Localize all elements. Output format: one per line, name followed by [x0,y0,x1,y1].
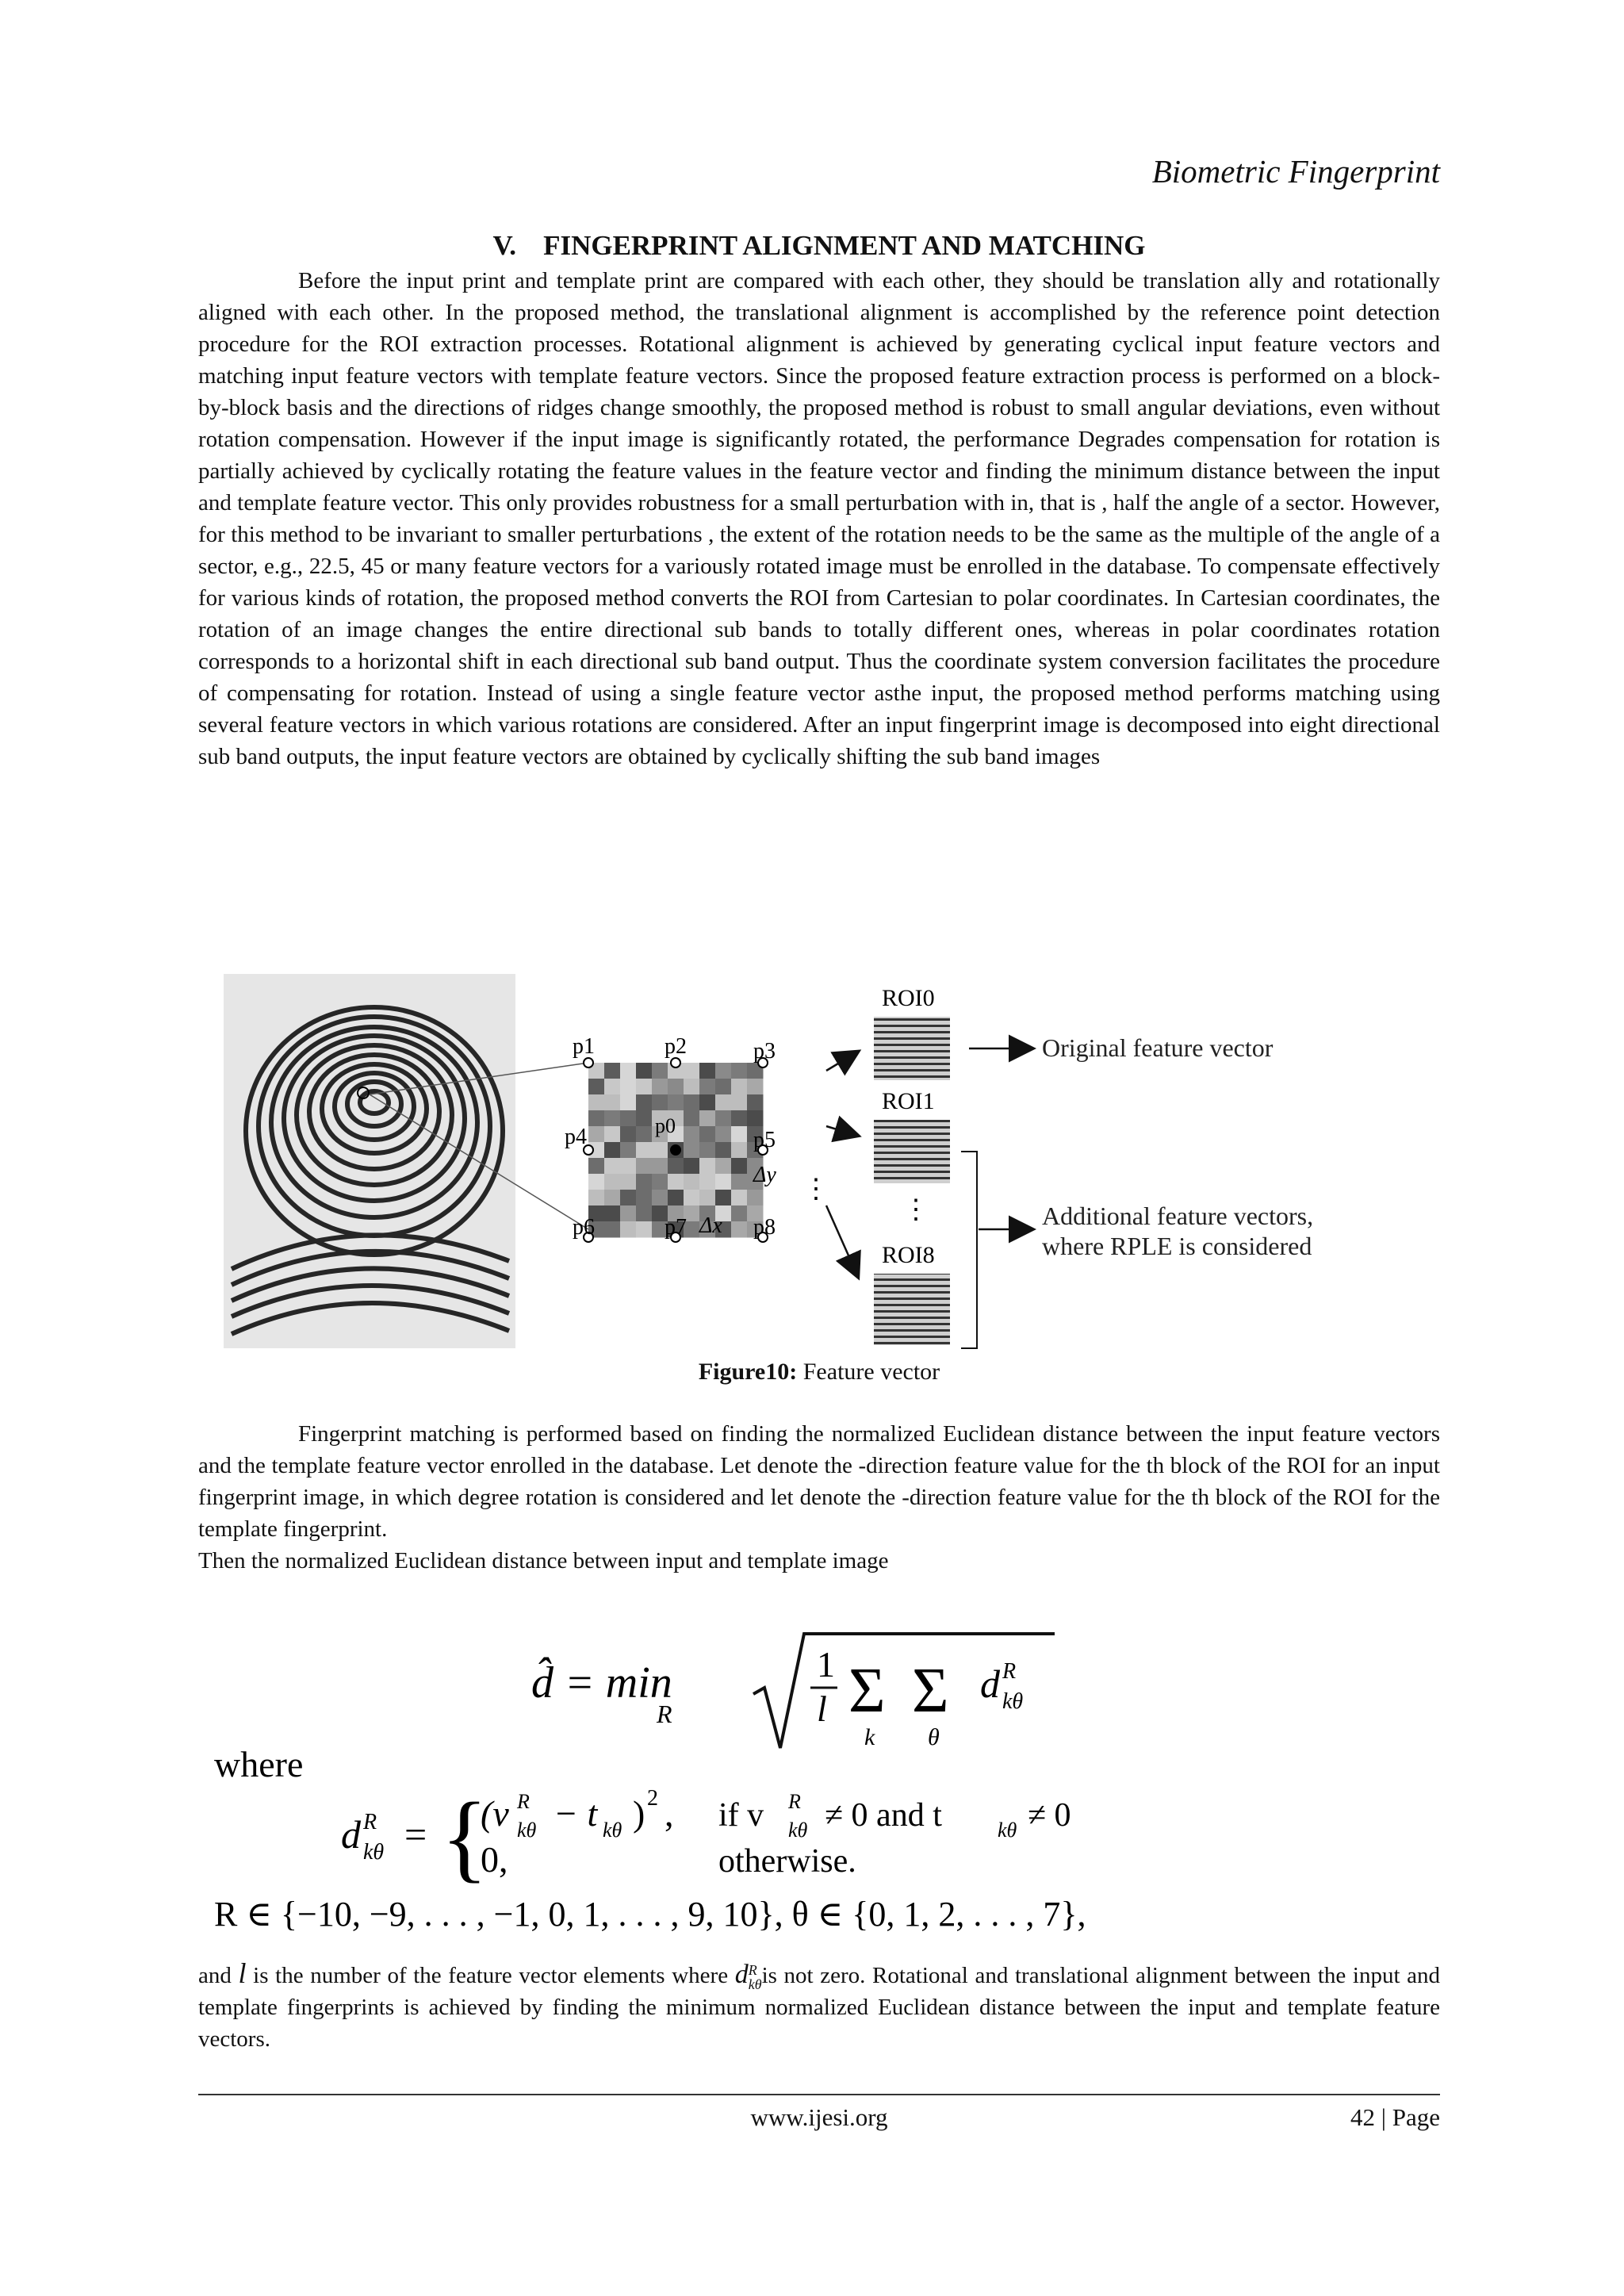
grid-cell [684,1110,700,1127]
eq-sets: R ∈ {−10, −9, . . . , −1, 0, 1, . . . , 9, 10}, θ ∈ {0, 1, 2, . . . , 7}, [214,1895,1086,1934]
grid-cell [636,1110,653,1127]
final-d-sub: kθ [748,1976,762,1993]
roi-label-1: ROI1 [882,1088,935,1114]
eq-case1-v-sup: R [517,1790,530,1813]
grid-cell [684,1094,700,1111]
grid-cell [588,1190,605,1206]
grid-cell [668,1190,684,1206]
grid-cell [604,1205,621,1222]
grid-cell [620,1142,637,1159]
point-label-p2: p2 [665,1034,687,1059]
grid-cell [620,1079,637,1095]
eq-case1-comma: , [665,1793,674,1834]
grid-cell [715,1110,732,1127]
grid-cell [699,1174,716,1190]
section-heading: FINGERPRINT ALIGNMENT AND MATCHING [543,230,1146,261]
equation-block [198,1618,1440,1935]
eq-case1-cond-sub: kθ [788,1819,808,1842]
grid-cell [684,1142,700,1159]
grid-cell [604,1221,621,1238]
grid-cell [731,1205,748,1222]
dots-roi: ⋮ [902,1195,929,1225]
section-title [198,230,1440,262]
grid-cell [588,1094,605,1111]
grid-cell [731,1158,748,1175]
grid-cell [652,1190,668,1206]
grid-cell [699,1158,716,1175]
grid-cell [684,1158,700,1175]
original-feature-label: Original feature vector [1042,1033,1274,1062]
grid-cell [668,1079,684,1095]
grid-cell [652,1142,668,1159]
paragraph-alignment-text: Before the input print and template print are compared with each other, they should be translation ally and rotationally aligned with each other. In the proposed method, the translational alignment is accomplished by the reference point detection procedure for the ROI extraction processes. Rotational alignment is achieved by generating cyclical input feature vectors and matching input feature vectors with template feature vectors. Since the proposed feature extraction process is performed on a block-by-block basis and the directions of ridges change smoothly, the proposed method is robust to small angular deviations, even without rotation compensation. However if the input image is significantly rotated, the performance Degrades compensation for rotation is partially achieved by cyclically rotating the feature values in the feature vector and finding the minimum distance between the input and template feature vector. This only provides robustness for a small perturbation with in, that is , half the angle of a sector. However, for this method to be invariant to smaller perturbations , the extent of the rotation needs to be the same as the multiple of the angle of a sector, e.g., 22.5, 45 or many feature vectors for a variously rotated image must be enrolled in the database. To compensate effectively for various kinds of rotation, the proposed method converts the ROI from Cartesian to polar coordinates. In Cartesian coordinates, the rotation of an image changes the entire directional sub bands to totally different ones, whereas in polar coordinates rotation corresponds to a horizontal shift in each directional sub band output. Thus the coordinate system conversion facilitates the procedure of compensating for rotation. Instead of using a single feature vector asthe input, the proposed method performs matching using several feature vectors in which various rotations are considered. After an input fingerprint image is decomposed into eight directional sub band outputs, the input feature vectors are obtained by cyclically shifting the sub band images [198,268,1440,769]
grid-cell [620,1158,637,1175]
grid-cell [588,1158,605,1175]
grid-cell [731,1110,748,1127]
grid-cell [604,1079,621,1095]
eq-case1-open: (v [481,1793,509,1834]
grid-cell [731,1190,748,1206]
dots-left: ⋮ [802,1175,829,1204]
eq-d-superscript: R [1002,1659,1017,1684]
grid-cell [652,1158,668,1175]
grid-cell [604,1110,621,1127]
grid-cell [620,1126,637,1143]
grid-cell [620,1063,637,1079]
additional-feature-label-1: Additional feature vectors, [1042,1202,1314,1230]
grid-cell [731,1126,748,1143]
grid-cell [731,1221,748,1238]
grid-point [671,1058,680,1068]
grid-cell [715,1079,732,1095]
point-label-p0: p0 [655,1114,676,1137]
point-label-p7: p7 [665,1215,687,1240]
grid-cell [652,1174,668,1190]
grid-cell [604,1094,621,1111]
grid-cell [668,1094,684,1111]
grid-cell [699,1190,716,1206]
section-number: V. [492,230,517,261]
grid-cell [636,1190,653,1206]
fingerprint-image [224,974,515,1348]
grid-cell [747,1079,764,1095]
eq-case1-t-sub: kθ [603,1819,622,1842]
grid-cell [620,1174,637,1190]
point-label-p5: p5 [753,1128,776,1152]
eq-case1-power: 2 [647,1786,658,1811]
grid-cell [731,1094,748,1111]
grid-cell [636,1174,653,1190]
eq-case1-cond-end: ≠ 0 [1028,1797,1071,1834]
eq-frac-numerator: 1 [817,1644,835,1685]
eq-cases-d-sup: R [363,1810,377,1834]
eq-case2-expr: 0, [481,1839,508,1880]
grid-point [584,1058,593,1068]
grid-cell [636,1142,653,1159]
point-label-p8: p8 [753,1215,776,1240]
grid-cell [604,1126,621,1143]
roi-label-0: ROI0 [882,985,935,1011]
grid-cell [604,1190,621,1206]
grid-cell [588,1079,605,1095]
final-d-symbol [734,1960,762,1993]
grid-cell [636,1079,653,1095]
point-label-p6: p6 [573,1215,595,1240]
eq-d-subscript: kθ [1002,1689,1024,1714]
grid-cell [747,1190,764,1206]
footer-url: www.ijesi.org [750,2103,888,2131]
equation-main [531,1634,1055,1750]
grid-cell [604,1142,621,1159]
eq-case2-cond: otherwise. [718,1843,856,1880]
eq-cases-equals: = [404,1812,427,1857]
point-label-p3: p3 [753,1039,776,1064]
grid-cell [731,1063,748,1079]
running-header: Biometric Fingerprint [1151,153,1440,190]
grid-cell [636,1205,653,1222]
eq-where: where [214,1744,304,1784]
grid-cell [699,1110,716,1127]
eq-case1-if: if v [718,1797,764,1834]
eq-sum2-subscript: θ [928,1724,940,1750]
paragraph-distance-intro: Then the normalized Euclidean distance between input and template image [198,1548,889,1573]
roi-image-8 [874,1274,950,1345]
grid-cell [588,1126,605,1143]
eq-case1-cond-sup: R [788,1790,801,1813]
footer-rule [198,2094,1440,2095]
grid-cell [684,1063,700,1079]
grid-cell [715,1142,732,1159]
grid-cell [668,1174,684,1190]
delta-x-label: Δx [699,1213,722,1238]
grid-cell [684,1190,700,1206]
eq-cases-d: d [341,1812,361,1857]
grid-cell [715,1158,732,1175]
footer-page-number: 42 | Page [1350,2103,1440,2131]
grid-cell [652,1063,668,1079]
grid-cell [636,1063,653,1079]
figure-caption [198,1359,1440,1386]
grid-cell [731,1174,748,1190]
grid-cell [684,1174,700,1190]
grid-cell [620,1190,637,1206]
eq-case1-v-sub: kθ [517,1819,537,1842]
eq-case1-close: ) [633,1793,645,1834]
grid-cell [620,1094,637,1111]
figure-caption-text: Feature vector [802,1359,940,1385]
eq-d-term: d [980,1662,1000,1706]
eq-cases-d-sub: kθ [363,1840,385,1865]
grid-cell [636,1158,653,1175]
grid-cell [699,1094,716,1111]
final-d-letter: d [734,1960,749,1989]
additional-feature-label-2: where RPLE is considered [1042,1232,1312,1260]
grid-cell [699,1126,716,1143]
grid-cell [715,1063,732,1079]
final-d-sup: R [748,1962,757,1979]
eq-case1-minus-t: − t [553,1793,598,1834]
grid-cell [699,1142,716,1159]
grid-cell [715,1174,732,1190]
eq-frac-denominator: l [817,1688,827,1729]
grid-point [671,1145,680,1155]
final-and: and [198,1963,232,1988]
eq-case1-cond-rest: ≠ 0 and t [825,1797,942,1834]
grid-cell [636,1094,653,1111]
paragraph-final [198,1957,1440,2055]
eq-case1-cond-t-sub: kθ [998,1819,1017,1842]
grid-cell [684,1126,700,1143]
eq-sum-2: Σ [912,1656,949,1726]
grid-cell [604,1158,621,1175]
point-label-p1: p1 [573,1034,595,1059]
final-d-scripts [749,1963,762,1991]
final-mid: is the number of the feature vector elements where [253,1963,729,1988]
eq-lhs: d̂ = min [531,1658,672,1708]
grid-cell [588,1174,605,1190]
roi-image-0 [874,1017,950,1080]
grid-cell [668,1158,684,1175]
grid-cell [620,1221,637,1238]
eq-sum-1: Σ [848,1656,886,1726]
grid-cell [731,1079,748,1095]
grid-cell [747,1110,764,1127]
grid-cell [636,1221,653,1238]
paragraph-matching-text: Fingerprint matching is performed based on finding the normalized Euclidean distance between the input feature vectors and the template feature vector enrolled in the database. Let denote the -direction feature value for the th block of the ROI for an input fingerprint image, in which degree rotation is considered and let denote the -direction feature value for the th block of the ROI for the template fingerprint. [198,1421,1440,1542]
point-label-p4: p4 [565,1125,587,1149]
figure-feature-vector [224,968,1365,1356]
grid-cell [731,1142,748,1159]
final-rest: is not zero. Rotational and translational alignment between the input and template fingerprints is achieved by finding the minimum normalized Euclidean distance between the input and template feature vectors. [198,1963,1441,2053]
grid-cell [620,1110,637,1127]
eq-cases-brace: { [441,1783,488,1892]
eq-min-subscript: R [657,1700,672,1728]
roi-image-1 [874,1120,950,1183]
final-l-symbol: l [238,1957,247,1989]
grid-cell [652,1094,668,1111]
grid-cell [715,1126,732,1143]
eq-sum1-subscript: k [864,1724,875,1750]
grid-cell [699,1079,716,1095]
paragraph-matching [198,1418,1440,1545]
grid-cell [636,1126,653,1143]
grid-cell [715,1094,732,1111]
grid-cell [652,1079,668,1095]
grid-cell [604,1063,621,1079]
paragraph-alignment [198,265,1440,772]
grid-cell [715,1190,732,1206]
grid-cell [604,1174,621,1190]
grid-cell [699,1063,716,1079]
equation-cases [341,1783,1071,1892]
grid-cell [588,1110,605,1127]
grid-cell [747,1094,764,1111]
roi-label-8: ROI8 [882,1242,935,1268]
delta-y-label: Δy [753,1163,776,1187]
figure-caption-number: Figure10: [698,1359,798,1385]
grid-cell [620,1205,637,1222]
grid-cell [684,1079,700,1095]
